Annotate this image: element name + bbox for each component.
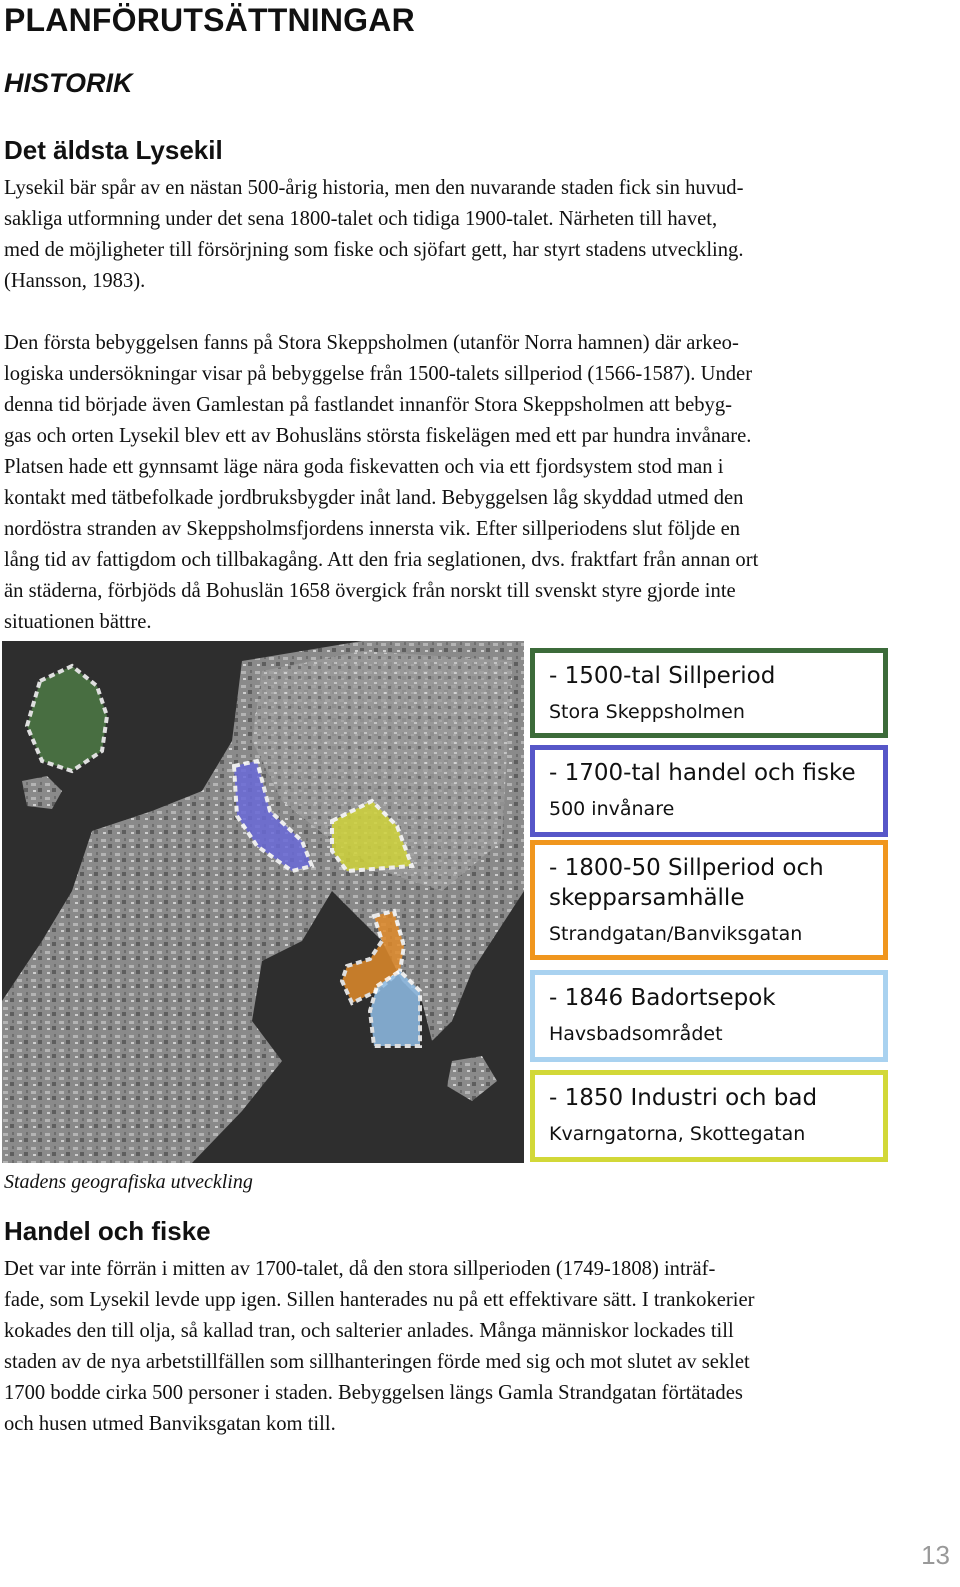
legend-item-1846 bbox=[530, 970, 888, 1062]
page-number: 13 bbox=[921, 1540, 950, 1570]
text-line: Den första bebyggelsen fanns på Stora Skeppsholmen (utanför Norra hamnen) där arkeo- bbox=[4, 332, 739, 354]
legend-label: - 1850 Industri och bad bbox=[549, 1085, 818, 1111]
legend-sublabel: Strandgatan/Banviksgatan bbox=[549, 923, 803, 945]
legend-sublabel: Kvarngatorna, Skottegatan bbox=[549, 1123, 806, 1145]
text-line: denna tid började även Gamlestan på fastlandet innanför Stora Skeppsholmen att bebyg- bbox=[4, 394, 733, 416]
legend-label: - 1700-tal handel och fiske bbox=[549, 760, 856, 786]
text-line: situationen bättre. bbox=[4, 611, 152, 633]
heading-handel-och-fiske: Handel och fiske bbox=[4, 1216, 211, 1246]
legend-item-1850 bbox=[530, 1070, 888, 1162]
legend-sublabel: 500 invånare bbox=[549, 798, 675, 820]
figure-caption: Stadens geografiska utveckling bbox=[4, 1171, 253, 1193]
legend-item-1800 bbox=[530, 840, 888, 960]
legend-label: - 1800-50 Sillperiod och bbox=[549, 855, 824, 881]
paragraph-handel bbox=[4, 1254, 950, 1440]
text-line: sakliga utformning under det sena 1800-talet och tidiga 1900-talet. Närheten till havet, bbox=[4, 208, 718, 230]
aerial-photo bbox=[2, 641, 524, 1163]
text-line: Lysekil bär spår av en nästan 500-årig historia, men den nuvarande staden fick sin huvud- bbox=[4, 177, 744, 199]
legend-sublabel: Stora Skeppsholmen bbox=[549, 701, 745, 723]
text-line: med de möjligheter till försörjning som fiske och sjöfart gett, har styrt stadens utveckling. bbox=[4, 239, 744, 261]
legend-label: - 1846 Badortsepok bbox=[549, 985, 776, 1011]
text-line: (Hansson, 1983). bbox=[4, 270, 146, 292]
text-line: gas och orten Lysekil blev ett av Bohusläns största fiskelägen med ett par hundra invånare. bbox=[4, 425, 752, 447]
text-line: 1700 bodde cirka 500 personer i staden. Bebyggelsen längs Gamla Strandgatan förtätades bbox=[4, 1382, 743, 1404]
legend-item-1700 bbox=[530, 745, 888, 837]
text-line: lång tid av fattigdom och tillbakagång. Att den fria seglationen, dvs. fraktfart från annan ort bbox=[4, 549, 759, 571]
text-line: nordöstra stranden av Skeppsholmsfjordens innersta vik. Efter sillperiodens slut följde en bbox=[4, 518, 741, 540]
paragraph-first-settlement bbox=[4, 328, 950, 638]
legend-sublabel: Havsbadsområdet bbox=[549, 1023, 723, 1045]
text-line: Det var inte förrän i mitten av 1700-talet, då den stora sillperioden (1749-1808) inträf- bbox=[4, 1258, 716, 1280]
section-title: HISTORIK bbox=[4, 68, 133, 98]
text-line: Platsen hade ett gynnsamt läge nära goda fiskevatten och via ett fjordsystem stod man i bbox=[4, 456, 724, 478]
heading-det-aldsta-lysekil: Det äldsta Lysekil bbox=[4, 135, 223, 165]
legend-label: - 1500-tal Sillperiod bbox=[549, 663, 776, 689]
text-line: och husen utmed Banviksgatan kom till. bbox=[4, 1413, 336, 1435]
text-line: kokades den till olja, så kallad tran, och salterier anlades. Många människor lockades till bbox=[4, 1320, 734, 1342]
text-line: fade, som Lysekil levde upp igen. Sillen hanterades nu på ett effektivare sätt. I trankokerier bbox=[4, 1289, 755, 1311]
text-line: än städerna, förbjöds då Bohuslän 1658 övergick från norskt till svenskt styre gjorde inte bbox=[4, 580, 736, 602]
legend-label-cont: skepparsamhälle bbox=[549, 885, 745, 911]
text-line: logiska undersökningar visar på bebyggelse från 1500-talets sillperiod (1566-1587). Under bbox=[4, 363, 753, 385]
text-line: kontakt med tätbefolkade jordbruksbygder inåt land. Bebyggelsen låg skyddad utmed den bbox=[4, 487, 744, 509]
legend-item-1500 bbox=[530, 648, 888, 738]
text-line: staden av de nya arbetstillfällen som sillhanteringen förde med sig och mot slutet av seklet bbox=[4, 1351, 750, 1373]
paragraph-intro bbox=[4, 173, 950, 297]
page-title: PLANFÖRUTSÄTTNINGAR bbox=[4, 2, 415, 38]
